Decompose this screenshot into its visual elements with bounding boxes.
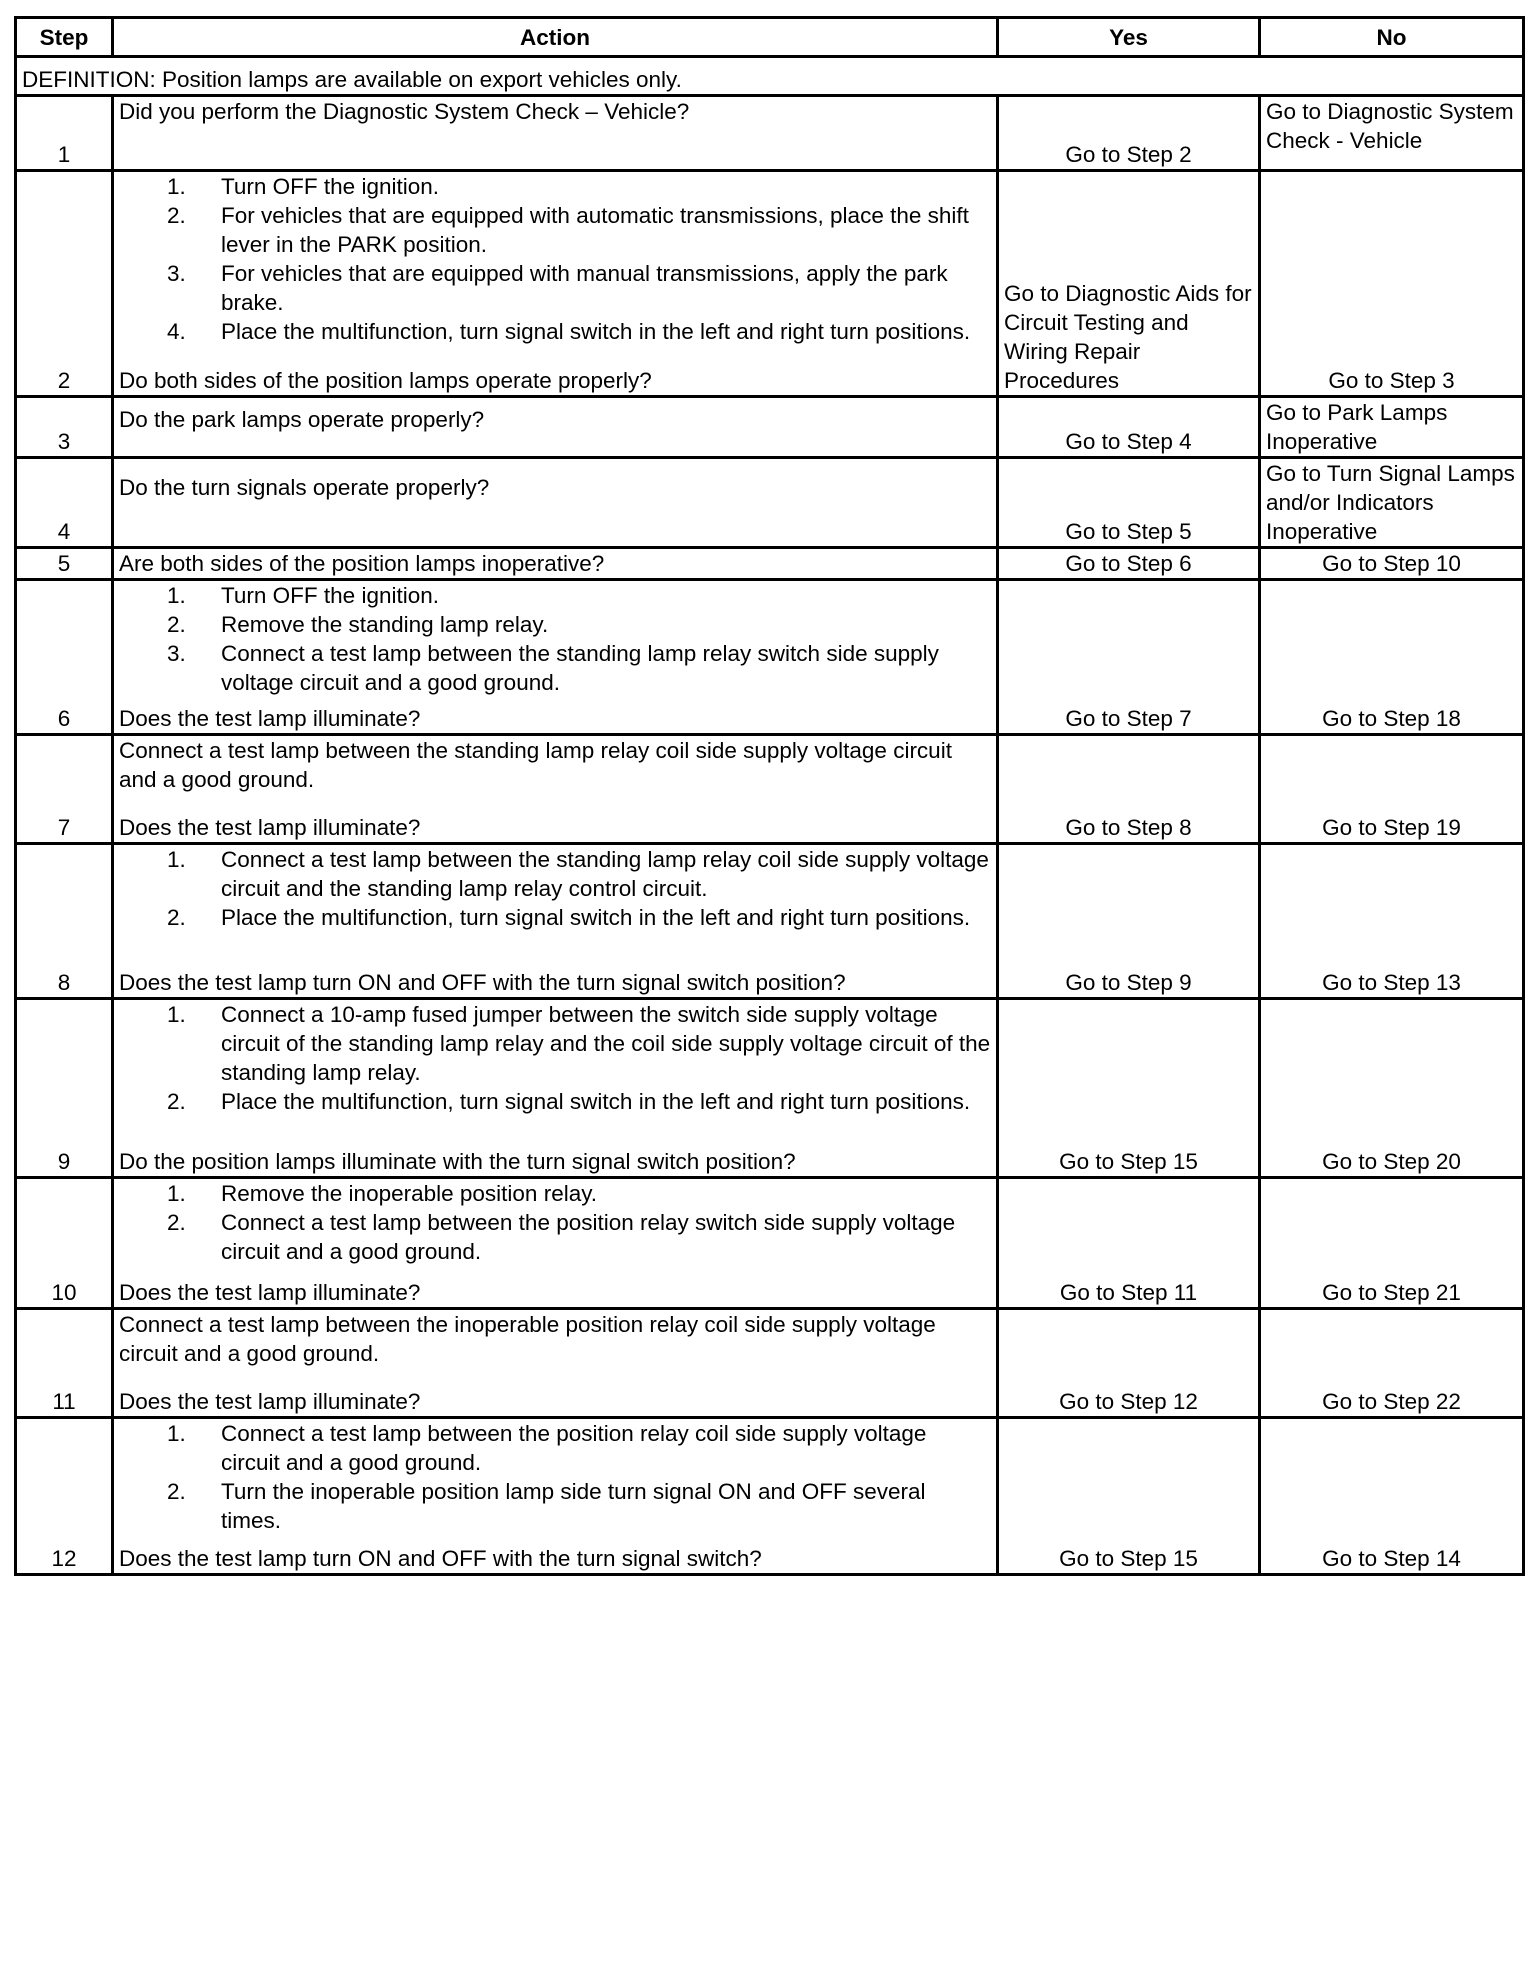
yes-result: Go to Step 6: [998, 548, 1260, 580]
action-instructions: [119, 1310, 991, 1368]
action-question: Does the test lamp illuminate?: [119, 706, 421, 731]
substep-number: 1.: [167, 1421, 186, 1446]
action-instructions: [119, 1000, 991, 1116]
step-number: 11: [16, 1309, 113, 1418]
action-cell: [113, 1178, 998, 1309]
yes-result: Go to Diagnostic Aids for Circuit Testing and Wiring Repair Procedures: [998, 171, 1260, 397]
table-row: [16, 548, 1524, 580]
action-question: Does the test lamp turn ON and OFF with the turn signal switch?: [119, 1546, 762, 1571]
no-result: Go to Step 14: [1260, 1418, 1524, 1575]
action-cell: [113, 999, 998, 1178]
table-row: [16, 397, 1524, 458]
yes-result: Go to Step 4: [998, 397, 1260, 458]
yes-result: Go to Step 2: [998, 96, 1260, 171]
no-result: Go to Park Lamps Inoperative: [1260, 397, 1524, 458]
substep-text: Turn OFF the ignition.: [221, 174, 440, 199]
header-row: [16, 18, 1524, 57]
yes-result: Go to Step 5: [998, 458, 1260, 548]
action-cell: [113, 171, 998, 397]
step-number: 10: [16, 1178, 113, 1309]
substep-item: [119, 172, 991, 201]
step-number: 5: [16, 548, 113, 580]
substep-item: [119, 201, 991, 259]
substep-item: [119, 1000, 991, 1087]
substep-text: Place the multifunction, turn signal switch in the left and right turn positions.: [221, 905, 971, 930]
substep-number: 1.: [167, 847, 186, 872]
substep-item: [119, 639, 991, 697]
no-result: Go to Diagnostic System Check - Vehicle: [1260, 96, 1524, 171]
substep-text: Turn the inoperable position lamp side turn signal ON and OFF several times.: [221, 1479, 926, 1533]
table-row: [16, 1178, 1524, 1309]
no-result: Go to Step 18: [1260, 580, 1524, 735]
step-number: 2: [16, 171, 113, 397]
action-instructions: [119, 581, 991, 697]
substep-text: For vehicles that are equipped with automatic transmissions, place the shift lever in the PARK position.: [221, 203, 969, 257]
table-row: [16, 999, 1524, 1178]
action-question: Do the position lamps illuminate with the turn signal switch position?: [119, 1149, 796, 1174]
action-cell: [113, 397, 998, 458]
substep-text: Remove the standing lamp relay.: [221, 612, 549, 637]
substep-item: [119, 1087, 991, 1116]
substep-number: 1.: [167, 1002, 186, 1027]
action-lead-text: Connect a test lamp between the standing lamp relay coil side supply voltage circuit and a good ground.: [119, 738, 952, 792]
no-result: Go to Step 10: [1260, 548, 1524, 580]
substep-list: [119, 1419, 991, 1535]
substep-number: 3.: [167, 261, 186, 286]
substep-number: 2.: [167, 1479, 186, 1504]
diagnostic-table: [14, 16, 1525, 1576]
action-cell: [113, 96, 998, 171]
substep-number: 2.: [167, 612, 186, 637]
step-number: 9: [16, 999, 113, 1178]
action-instructions: [119, 172, 991, 346]
substep-text: Connect a 10-amp fused jumper between the switch side supply voltage circuit of the standing lamp relay and the coil side supply voltage circuit of the standing lamp relay.: [221, 1002, 991, 1085]
action-question: Did you perform the Diagnostic System Check – Vehicle?: [119, 99, 690, 124]
yes-result: Go to Step 11: [998, 1178, 1260, 1309]
substep-number: 4.: [167, 319, 186, 344]
substep-text: Connect a test lamp between the standing lamp relay coil side supply voltage circuit and the standing lamp relay control circuit.: [221, 847, 989, 901]
substep-list: [119, 1000, 991, 1116]
step-number: 7: [16, 735, 113, 844]
substep-item: [119, 903, 991, 932]
action-cell: [113, 458, 998, 548]
step-number: 12: [16, 1418, 113, 1575]
yes-result: Go to Step 8: [998, 735, 1260, 844]
table-row: [16, 735, 1524, 844]
substep-item: [119, 317, 991, 346]
yes-result: Go to Step 9: [998, 844, 1260, 999]
table-row: [16, 96, 1524, 171]
yes-result: Go to Step 12: [998, 1309, 1260, 1418]
action-instructions: [119, 1419, 991, 1535]
definition-text: DEFINITION: Position lamps are available on export vehicles only.: [16, 57, 1524, 96]
action-cell: [113, 844, 998, 999]
substep-list: [119, 581, 991, 697]
substep-number: 2.: [167, 1210, 186, 1235]
definition-row: [16, 57, 1524, 96]
action-instructions: [119, 1179, 991, 1266]
no-result: Go to Step 20: [1260, 999, 1524, 1178]
no-result: Go to Turn Signal Lamps and/or Indicators Inoperative: [1260, 458, 1524, 548]
step-number: 8: [16, 844, 113, 999]
action-question: Do the turn signals operate properly?: [119, 475, 490, 500]
no-result: Go to Step 19: [1260, 735, 1524, 844]
substep-item: [119, 1419, 991, 1477]
yes-result: Go to Step 7: [998, 580, 1260, 735]
action-question: Do the park lamps operate properly?: [119, 407, 485, 432]
table-row: [16, 1418, 1524, 1575]
header-yes: Yes: [998, 18, 1260, 57]
substep-item: [119, 581, 991, 610]
substep-text: Connect a test lamp between the position relay coil side supply voltage circuit and a good ground.: [221, 1421, 927, 1475]
substep-number: 1.: [167, 583, 186, 608]
yes-result: Go to Step 15: [998, 1418, 1260, 1575]
substep-item: [119, 1208, 991, 1266]
header-no: No: [1260, 18, 1524, 57]
yes-result: Go to Step 15: [998, 999, 1260, 1178]
substep-list: [119, 1179, 991, 1266]
table-row: [16, 1309, 1524, 1418]
no-result: Go to Step 3: [1260, 171, 1524, 397]
action-instructions: [119, 845, 991, 932]
header-action: Action: [113, 18, 998, 57]
substep-item: [119, 845, 991, 903]
substep-text: Connect a test lamp between the position relay switch side supply voltage circuit and a good ground.: [221, 1210, 956, 1264]
substep-text: Turn OFF the ignition.: [221, 583, 440, 608]
no-result: Go to Step 13: [1260, 844, 1524, 999]
action-question: Do both sides of the position lamps operate properly?: [119, 368, 652, 393]
action-cell: [113, 580, 998, 735]
substep-text: Place the multifunction, turn signal switch in the left and right turn positions.: [221, 1089, 971, 1114]
substep-number: 2.: [167, 1089, 186, 1114]
action-question: Are both sides of the position lamps inoperative?: [119, 551, 605, 576]
action-cell: [113, 1309, 998, 1418]
action-cell: [113, 735, 998, 844]
table-row: [16, 580, 1524, 735]
substep-number: 1.: [167, 174, 186, 199]
substep-list: [119, 845, 991, 932]
substep-number: 2.: [167, 203, 186, 228]
substep-text: Remove the inoperable position relay.: [221, 1181, 598, 1206]
step-number: 6: [16, 580, 113, 735]
action-cell: [113, 1418, 998, 1575]
header-step: Step: [16, 18, 113, 57]
step-number: 1: [16, 96, 113, 171]
action-lead-text: Connect a test lamp between the inoperable position relay coil side supply voltage circuit and a good ground.: [119, 1312, 936, 1366]
table-row: [16, 171, 1524, 397]
action-instructions: [119, 736, 991, 794]
action-question: Does the test lamp illuminate?: [119, 815, 421, 840]
substep-item: [119, 259, 991, 317]
substep-list: [119, 172, 991, 346]
table-row: [16, 844, 1524, 999]
action-question: Does the test lamp illuminate?: [119, 1389, 421, 1414]
substep-number: 2.: [167, 905, 186, 930]
substep-number: 3.: [167, 641, 186, 666]
no-result: Go to Step 21: [1260, 1178, 1524, 1309]
table-row: [16, 458, 1524, 548]
substep-item: [119, 1477, 991, 1535]
substep-text: Connect a test lamp between the standing lamp relay switch side supply voltage circuit and a good ground.: [221, 641, 939, 695]
action-question: Does the test lamp turn ON and OFF with the turn signal switch position?: [119, 970, 846, 995]
no-result: Go to Step 22: [1260, 1309, 1524, 1418]
substep-text: Place the multifunction, turn signal switch in the left and right turn positions.: [221, 319, 971, 344]
step-number: 3: [16, 397, 113, 458]
substep-item: [119, 610, 991, 639]
substep-text: For vehicles that are equipped with manual transmissions, apply the park brake.: [221, 261, 948, 315]
substep-number: 1.: [167, 1181, 186, 1206]
step-number: 4: [16, 458, 113, 548]
action-question: Does the test lamp illuminate?: [119, 1280, 421, 1305]
action-cell: [113, 548, 998, 580]
substep-item: [119, 1179, 991, 1208]
